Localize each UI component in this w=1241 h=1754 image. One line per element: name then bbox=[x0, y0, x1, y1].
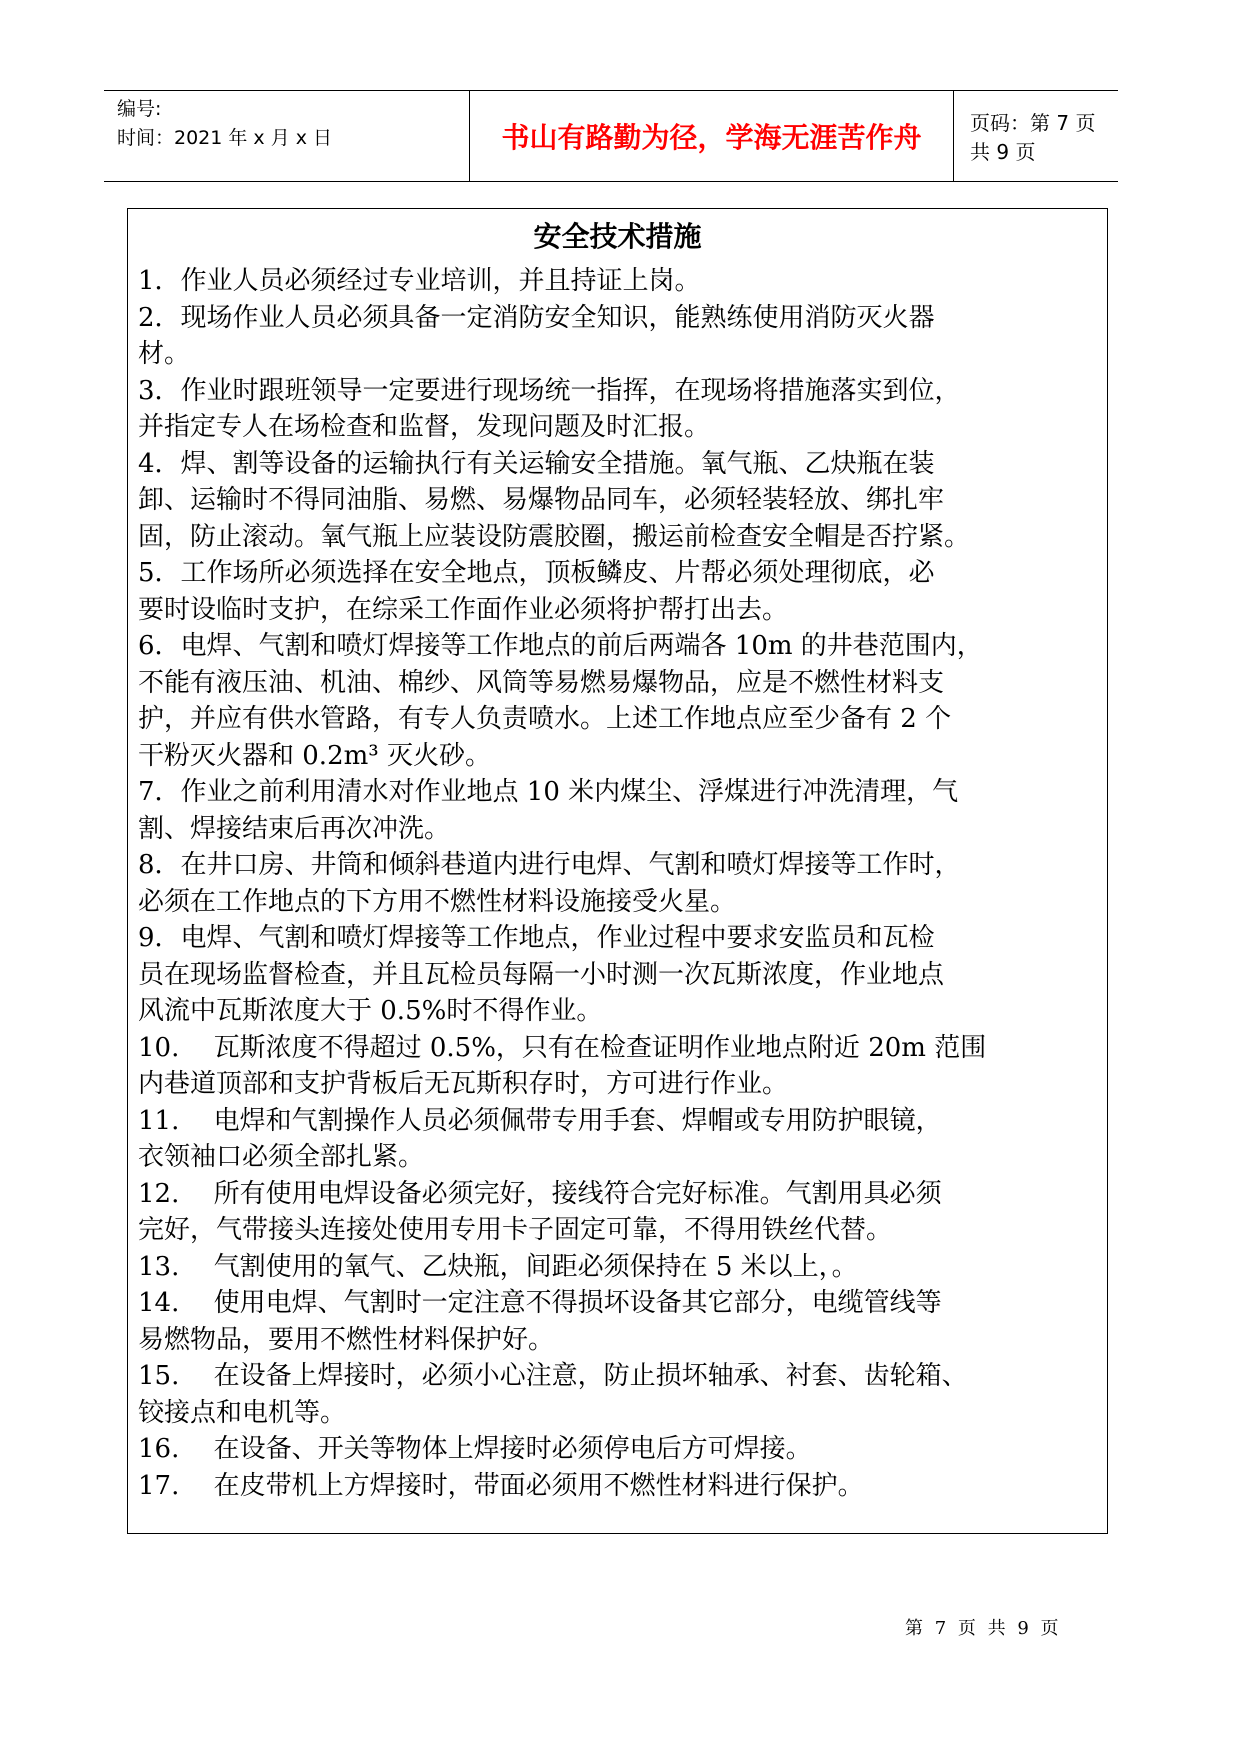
header-left bbox=[117, 95, 467, 153]
text-line: 完好，气带接头连接处使用专用卡子固定可靠，不得用铁丝代替。 bbox=[138, 1215, 893, 1245]
text-line: 4．焊、割等设备的运输执行有关运输安全措施。氧气瓶、乙炔瓶在装 bbox=[138, 448, 935, 479]
text-line: 6．电焊、气割和喷灯焊接等工作地点的前后两端各 10m 的井巷范围内， bbox=[138, 631, 983, 661]
text-line: 11. 电焊和气割操作人员必须佩带专用手套、焊帽或专用防护眼镜， bbox=[138, 1105, 942, 1136]
text-line: 9．电焊、气割和喷灯焊接等工作地点，作业过程中要求安监员和瓦检 bbox=[138, 923, 935, 953]
text-line: 固，防止滚动。氧气瓶上应装设防震胶圈，搬运前检查安全帽是否拧紧。 bbox=[138, 521, 971, 552]
text-line: 10. 瓦斯浓度不得超过 0.5%，只有在检查证明作业地点附近 20m 范围 bbox=[138, 1032, 987, 1063]
text-line: 3．作业时跟班领导一定要进行现场统一指挥，在现场将措施落实到位， bbox=[138, 375, 961, 406]
text-line: 必须在工作地点的下方用不燃性材料设施接受火星。 bbox=[138, 886, 737, 917]
text-line: 并指定专人在场检查和监督，发现问题及时汇报。 bbox=[138, 412, 711, 442]
header-motto: 书山有路勤为径，学海无涯苦作舟 bbox=[501, 121, 922, 154]
text-line: 17. 在皮带机上方焊接时，带面必须用不燃性材料进行保护。 bbox=[138, 1470, 864, 1501]
section-title: 安全技术措施 bbox=[533, 220, 702, 253]
text-line: 护，并应有供水管路，有专人负责喷水。上述工作地点应至少备有 2 个 bbox=[138, 704, 952, 734]
text-line: 12. 所有使用电焊设备必须完好，接线符合完好标准。气割用具必须 bbox=[138, 1178, 942, 1209]
text-line: 16. 在设备、开关等物体上焊接时必须停电后方可焊接。 bbox=[138, 1434, 812, 1464]
header-motto-cell bbox=[469, 91, 954, 181]
text-line: 干粉灭火器和 0.2m³ 灭火砂。 bbox=[138, 740, 491, 771]
page-footer: 第 7 页 共 9 页 bbox=[905, 1618, 1062, 1639]
header-page-label: 页码：第 7 页 共 9 页 bbox=[970, 111, 1096, 164]
text-line: 铰接点和电机等。 bbox=[138, 1397, 347, 1428]
document-time-label: 时间：2021 年 x 月 x 日 bbox=[117, 127, 333, 149]
text-line: 易燃物品，要用不燃性材料保护好。 bbox=[138, 1324, 555, 1355]
page-header bbox=[104, 90, 1118, 182]
text-line: 材。 bbox=[138, 339, 191, 369]
text-line: 7．作业之前利用清水对作业地点 10 米内煤尘、浮煤进行冲洗清理，气 bbox=[138, 777, 959, 807]
text-line: 割、焊接结束后再次冲洗。 bbox=[138, 813, 451, 844]
measures-list bbox=[138, 263, 1098, 1504]
text-line: 1．作业人员必须经过专业培训，并且持证上岗。 bbox=[138, 266, 701, 296]
text-line: 员在现场监督检查，并且瓦检员每隔一小时测一次瓦斯浓度，作业地点 bbox=[138, 959, 945, 990]
text-line: 2．现场作业人员必须具备一定消防安全知识，能熟练使用消防灭火器 bbox=[138, 302, 935, 333]
text-line: 15. 在设备上焊接时，必须小心注意，防止损坏轴承、衬套、齿轮箱、 bbox=[138, 1361, 968, 1391]
text-line: 14. 使用电焊、气割时一定注意不得损坏设备其它部分，电缆管线等 bbox=[138, 1288, 942, 1318]
text-line: 衣领袖口必须全部扎紧。 bbox=[138, 1142, 425, 1172]
text-line: 5．工作场所必须选择在安全地点，顶板鳞皮、片帮必须处理彻底，必 bbox=[138, 558, 935, 588]
text-line: 8．在井口房、井筒和倾斜巷道内进行电焊、气割和喷灯焊接等工作时， bbox=[138, 850, 961, 880]
text-line: 不能有液压油、机油、棉纱、风筒等易燃易爆物品，应是不燃性材料支 bbox=[138, 667, 945, 698]
text-line: 要时设临时支护，在综采工作面作业必须将护帮打出去。 bbox=[138, 594, 789, 625]
document-number-label: 编号: bbox=[117, 98, 162, 120]
content-box bbox=[127, 208, 1108, 1534]
text-line: 13. 气割使用的氧气、乙炔瓶，间距必须保持在 5 米以上，。 bbox=[138, 1251, 858, 1282]
text-line: 风流中瓦斯浓度大于 0.5%时不得作业。 bbox=[138, 996, 603, 1026]
text-line: 内巷道顶部和支护背板后无瓦斯积存时，方可进行作业。 bbox=[138, 1069, 789, 1099]
text-line: 卸、运输时不得同油脂、易燃、易爆物品同车，必须轻装轻放、绑扎牢 bbox=[138, 485, 945, 515]
